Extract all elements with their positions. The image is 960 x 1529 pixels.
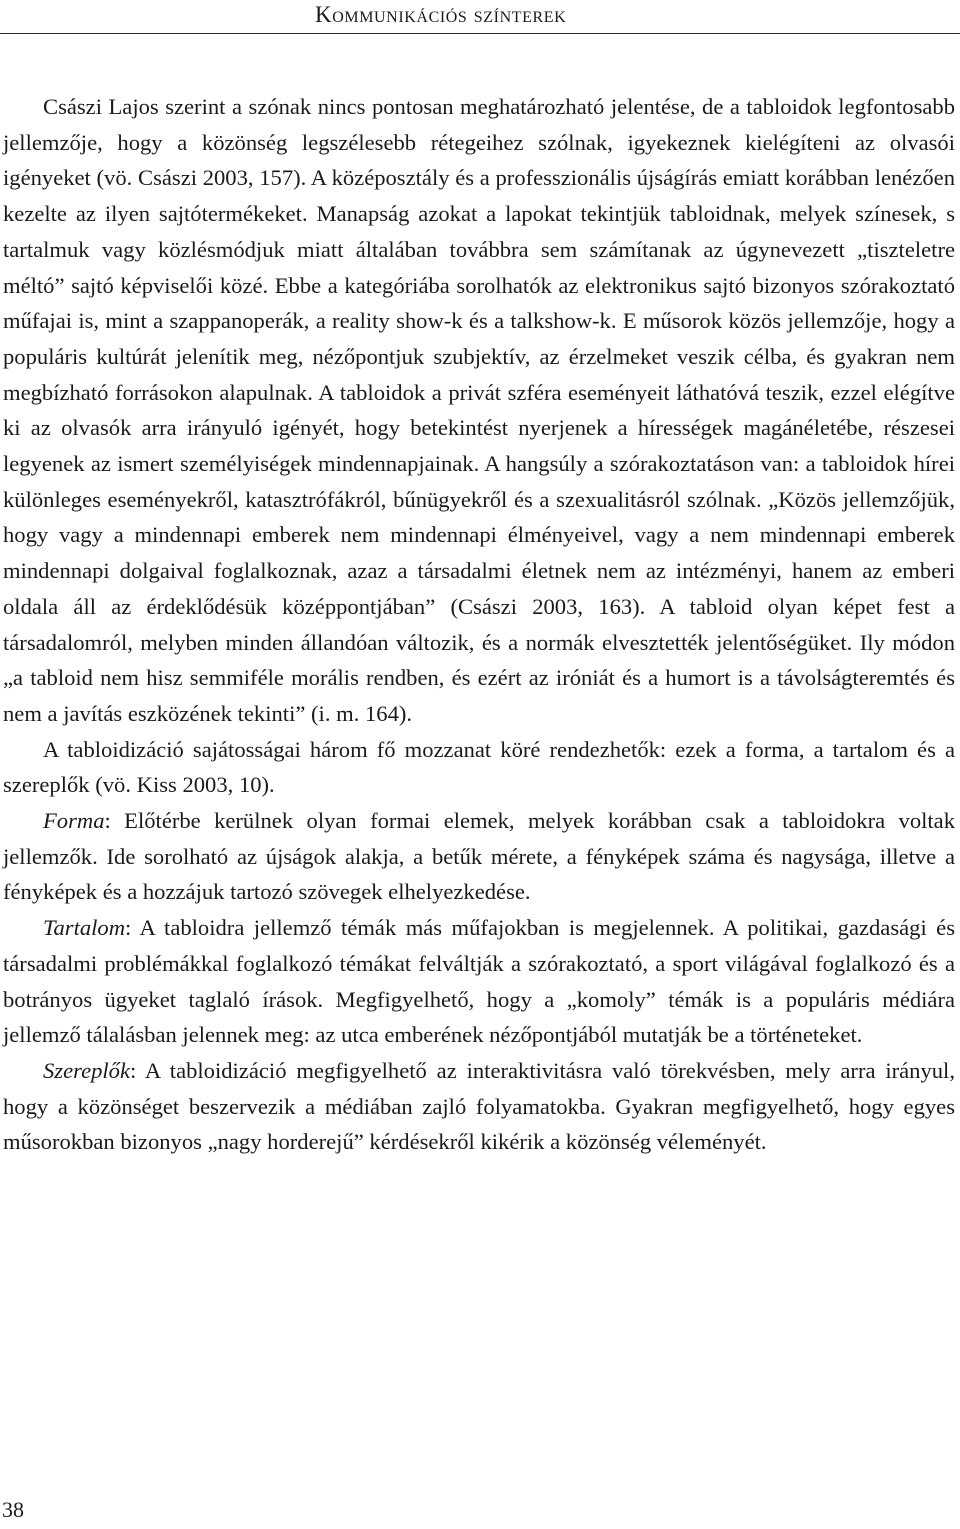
paragraph-forma-text: : Előtérbe kerülnek olyan formai elemek, melyek korábban csak a tabloidokra voltak jellemzők. Ide sorolható az újságok alakja, a betűk mérete, a fényképek száma és nagysága, illetve a fényképek és a hozzájuk tartozó szövegek elhelyezkedése.: [3, 808, 955, 905]
paragraph-2-text: A tabloidizáció sajátosságai három fő mozzanat köré rendezhetők: ezek a forma, a tartalom és a szereplők (vö. Kiss 2003, 10).: [3, 736, 955, 798]
running-title: Kommunikációs színterek: [315, 2, 567, 27]
paragraph-2: [3, 732, 955, 803]
term-tartalom: Tartalom: [43, 915, 126, 941]
term-szereplok: Szereplők: [43, 1057, 130, 1083]
paragraph-tartalom: [3, 910, 955, 1053]
term-forma: Forma: [43, 808, 105, 834]
paragraph-szereplok-text: : A tabloidizáció megfigyelhető az interaktivitásra való törekvésben, mely arra irányul, hogy a közönséget beszervezik a médiában zajló folyamatokba. Gyakran megfigyelhető, hogy egyes műsorokban bizonyos „nagy horderejű” kérdésekről kikérik a közönség véleményét.: [3, 1057, 955, 1155]
page-number: 38: [2, 1497, 24, 1522]
paragraph-tartalom-text: : A tabloidra jellemző témák más műfajokban is megjelennek. A politikai, gazdasági és társadalmi problémákkal foglalkozó témákat felváltják a szórakoztató, a sport világával foglalkozó és a botrányos ügyeket taglaló írások. Megfigyelhető, hogy a „komoly” témák is a populáris médiára jellemző tálalásban jelennek meg: az utca emberének nézőpontjából mutatják be a történeteket.: [3, 915, 955, 1048]
paragraph-szereplok: [3, 1053, 955, 1160]
running-header: [0, 0, 960, 34]
body-text: [3, 89, 955, 1160]
paragraph-forma: [3, 803, 955, 910]
paragraph-1-text: Császi Lajos szerint a szónak nincs pontosan meghatározható jelentése, de a tabloidok legfontosabb jellemzője, hogy a közönség legszélesebb rétegeihez szólnak, igyekeznek kielégíteni az olvasói igényeket (vö. Császi 2003, 157). A középosztály és a professzionális újságírás emiatt korábban lenézően kezelte az ilyen sajtótermékeket. Manapság azokat a lapokat tekintjük tabloidnak, melyek színesek, s tartalmuk vagy közlésmódjuk miatt általában továbbra sem számítanak az úgynevezett „tiszteletre méltó” sajtó képviselői közé. Ebbe a kategóriába sorolhatók az elektronikus sajtó bizonyos szórakoztató műfajai is, mint a szappanoperák, a reality show-k és a talkshow-k. E műsorok közös jellemzője, hogy a populáris kultúrát jelenítik meg, nézőpontjuk szubjektív, az érzelmeket veszik célba, és gyakran nem megbízható forrásokon alapulnak. A tabloidok a privát szféra eseményeit láthatóvá teszik, ezzel elégítve ki az olvasók arra irányuló igényét, hogy betekintést nyerjenek a hírességek magánéletébe, részesei legyenek az ismert személyiségek mindennapjainak. A hangsúly a szórakoztatáson van: a tabloidok hírei különleges eseményekről, katasztrófákról, bűnügyekről és a szexualitásról szólnak. „Közös jellemzőjük, hogy vagy a mindennapi emberek nem mindennapi élményeivel, vagy a nem mindennapi emberek mindennapi dolgaival foglalkoznak, azaz a társadalmi életnek nem az intézményi, hanem az emberi oldala áll az érdeklődésük középpontjában” (Császi 2003, 163). A tabloid olyan képet fest a társadalomról, melyben minden állandóan változik, és a normák elvesztették jelentőségüket. Ily módon „a tabloid nem hisz semmiféle morális rendben, és ezért az iróniát és a humort is a távolságteremtés és nem a javítás eszközének tekinti” (i. m. 164).: [3, 94, 955, 726]
paragraph-1: [3, 89, 955, 732]
